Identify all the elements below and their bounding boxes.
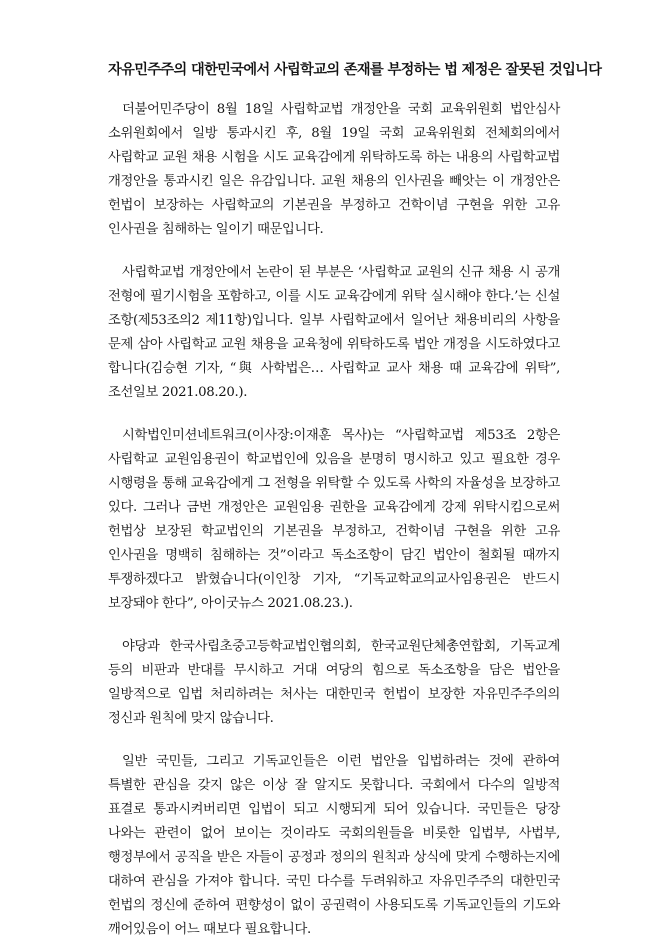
paragraph-2: 사립학교법 개정안에서 논란이 된 부분은 ‘사립학교 교원의 신규 채용 시 공개 전형에 필기시험을 포함하고, 이를 시도 교육감에게 위탁 실시해야 한다.’는 신설 조항(제53조의2 제11항)입니다. 일부 사립학교에서 일어난 채용비리의 사항을 문제 삼아 사립학교 교원 채용을 교육청에 위탁하도록 법안 개정을 시도하였다고 합니다(김승현 기자, “與 사학법은… 사립학교 교사 채용 때 교육감에 위탁”, 조선일보 2021.08.20.). <box>108 265 560 400</box>
paragraph-1: 더불어민주당이 8월 18일 사립학교법 개정안을 국회 교육위원회 법안심사 소위원회에서 일방 통과시킨 후, 8월 19일 국회 교육위원회 전체회의에서 사립학교 교원 채용 시험을 시도 교육감에게 위탁하도록 하는 내용의 사립학교법 개정안을 통과시킨 일은 유감입니다. 교원 채용의 인사권을 빼앗는 이 개정안은 헌법이 보장하는 사립학교의 기본권을 부정하고 건학이념 구현을 위한 고유 인사권을 침해하는 일이기 때문입니다. <box>108 102 560 237</box>
paragraph-4: 야당과 한국사립초중고등학교법인협의회, 한국교원단체총연합회, 기독교계 등의 비판과 반대를 무시하고 거대 여당의 힘으로 독소조항을 담은 법안을 일방적으로 입법 처리하려는 처사는 대한민국 헌법이 보장한 자유민주주의의 정신과 원칙에 맞지 않습니다. <box>108 639 560 726</box>
paragraph-3: 시학법인미션네트워크(이사장:이재훈 목사)는 “사립학교법 제53조 2항은 사립학교 교원임용권이 학교법인에 있음을 분명히 명시하고 있고 필요한 경우 시행령을 통해 교육감에게 그 전형을 위탁할 수 있도록 사학의 자율성을 보장하고 있다. 그러나 금번 개정안은 교원임용 권한을 교육감에게 강제 위탁시킴으로써 헌법상 보장된 학교법인의 기본권을 부정하고, 건학이념 구현을 위한 고유 인사권을 명백히 침해하는 것”이라고 독소조항이 담긴 법안이 철회될 때까지 투쟁하겠다고 밝혔습니다(이인창 기자, “기독교학교의교사임용권은 반드시 보장돼야 한다”, 아이굿뉴스 2021.08.23.). <box>108 428 560 611</box>
document-title: 자유민주주의 대한민국에서 사립학교의 존재를 부정하는 법 제정은 잘못된 것입니다 <box>108 62 602 78</box>
document-body <box>108 98 560 942</box>
paragraph-5: 일반 국민들, 그리고 기독교인들은 이런 법안을 입법하려는 것에 관하여 특별한 관심을 갖지 않은 이상 잘 알지도 못합니다. 국회에서 다수의 일방적 표결로 통과시켜버리면 입법이 되고 시행되게 되어 있습니다. 국민들은 당장 나와는 관련이 없어 보이는 것이라도 국회의원들을 비롯한 입법부, 사법부, 행정부에서 공직을 받은 자들이 공정과 정의의 원칙과 상식에 맞게 수행하는지에 대하여 관심을 가져야 합니다. 국민 다수를 두려워하고 자유민주주의 대한민국 헌법의 정신에 준하여 편향성이 없이 공권력이 사용되도록 기독교인들의 기도와 깨어있음이 어느 때보다 필요합니다. <box>108 754 560 937</box>
